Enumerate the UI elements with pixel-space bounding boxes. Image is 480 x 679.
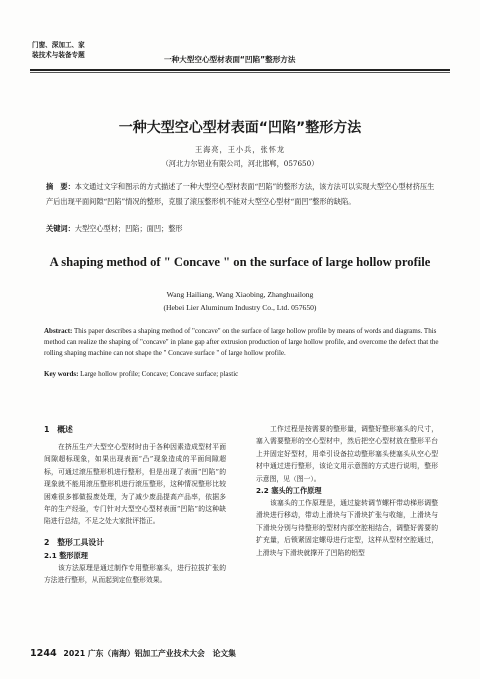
abstract-text-en: This paper describes a shaping method of "concave" on the surface of large hollow profile by means of words and diagrams. This method can realize the shaping of "concave" in plane gap after extrusion production of large hollow profile, and overcome the defect that the rolling shaping machine can not shape the " Concave surface " of large hollow profile. bbox=[44, 327, 439, 358]
body-column-left bbox=[44, 423, 226, 587]
header-rule-thin bbox=[30, 72, 450, 73]
running-title: 一种大型空心型材表面“凹陷”整形方法 bbox=[164, 55, 296, 64]
header-section-line1: 门窗、深加工、家 bbox=[32, 41, 85, 49]
abstract-cn bbox=[46, 180, 440, 210]
abstract-label-en: Abstract: bbox=[44, 327, 73, 335]
authors-en: Wang Hailiang, Wang Xiaobing, Zhanghuailong bbox=[166, 290, 314, 299]
paper-title-en: A shaping method of " Concave " on the surface of large hollow profile bbox=[49, 255, 431, 269]
keywords-en bbox=[44, 370, 440, 378]
affiliation-en: (Hebei Lier Aluminum Industry Co., Ltd. 057650) bbox=[163, 303, 317, 312]
section-2-2-heading: 2.2 塞头的工作原理 bbox=[256, 486, 322, 496]
body-column-right bbox=[256, 423, 438, 559]
keywords-label-en: Key words: bbox=[44, 370, 79, 378]
keywords-text-en: Large hollow profile; Concave; Concave surface; plastic bbox=[80, 370, 239, 378]
abstract-en bbox=[44, 326, 440, 360]
page-footer bbox=[30, 648, 236, 659]
section-2-1-paragraph-2: 工作过程是按需要的整形量，调整好整形塞头的尺寸，塞入需要整形的空心型材中，然后把空心型材放在整形平台上并固定好型材，用牵引设备拉动整形塞头使塞头从空心型材中通过进行整形，该论文用示意图的方式进行说明，整形示意图，见（图一）。 bbox=[256, 425, 438, 483]
authors-cn: 王海亮，王小兵，张怀龙 bbox=[194, 145, 286, 154]
abstract-label-cn: 摘 要： bbox=[46, 182, 75, 191]
section-2-heading: 2 整形工具设计 bbox=[44, 537, 105, 547]
keywords-text-cn: 大型空心型材；凹陷；面凹；整形 bbox=[74, 224, 183, 233]
section-1-paragraph: 在挤压生产大型空心型材时由于各种因素造成型材平面间隙超标现象，如果出现表面“凸”现象造成的平面间隙超标，可通过滚压整形机进行整形，但是出现了表面“凹陷”的现象就不能用滚压整形机进行滚压整形，这种情况整形比较困难很多都做报废处理，为了减少废品提高产品率，依据多年的生产经验，专门针对大型空心型材表面“凹陷”的这种缺陷进行总结，不足之处大家批评指正。 bbox=[44, 443, 226, 526]
header-section-label bbox=[32, 41, 122, 60]
keywords-cn bbox=[46, 224, 440, 234]
header-section-line2: 装技术与装备专题 bbox=[32, 50, 85, 59]
section-2-1-heading: 2.1 整形原理 bbox=[44, 550, 88, 560]
section-2-2-paragraph: 该塞头的工作原理是，通过旋转调节螺杆带动梯形调整滑块进行移动，带动上滑块与下滑块扩张与收缩，上滑块与下滑块分别与待整形的型材内部空腔相结合，调整好需要的扩充量，后锁紧固定螺母进行定型，这样从型材空腔通过，上滑块与下滑块就撑开了凹陷的铝型 bbox=[256, 499, 438, 557]
section-2-1-paragraph: 该方法原理是通过制作专用整形塞头，进行拉拔扩张的方法进行整形，从而起到定位整形效果。 bbox=[44, 563, 226, 585]
keywords-label-cn: 关键词： bbox=[46, 224, 75, 233]
header-rule-thick bbox=[30, 69, 450, 71]
page-number: 1244 bbox=[30, 648, 57, 659]
paper-title-cn: 一种大型空心型材表面“凹陷”整形方法 bbox=[118, 120, 362, 136]
section-1-heading: 1 概述 bbox=[44, 425, 73, 434]
conference-name: 2021 广东（南海）铝加工产业技术大会 论文集 bbox=[63, 649, 236, 658]
affiliation-cn: （河北力尔铝业有限公司，河北邯郸，057650） bbox=[161, 159, 319, 168]
abstract-text-cn: 本文通过文字和图示的方式描述了一种大型空心型材表面“凹陷”的整形方法，该方法可以实现大型空心型材挤压生产后出现平面间隙“凹陷”情况的整形，克服了滚压整形机不能对大型空心型材“面凹”整形的缺陷。 bbox=[46, 182, 435, 206]
